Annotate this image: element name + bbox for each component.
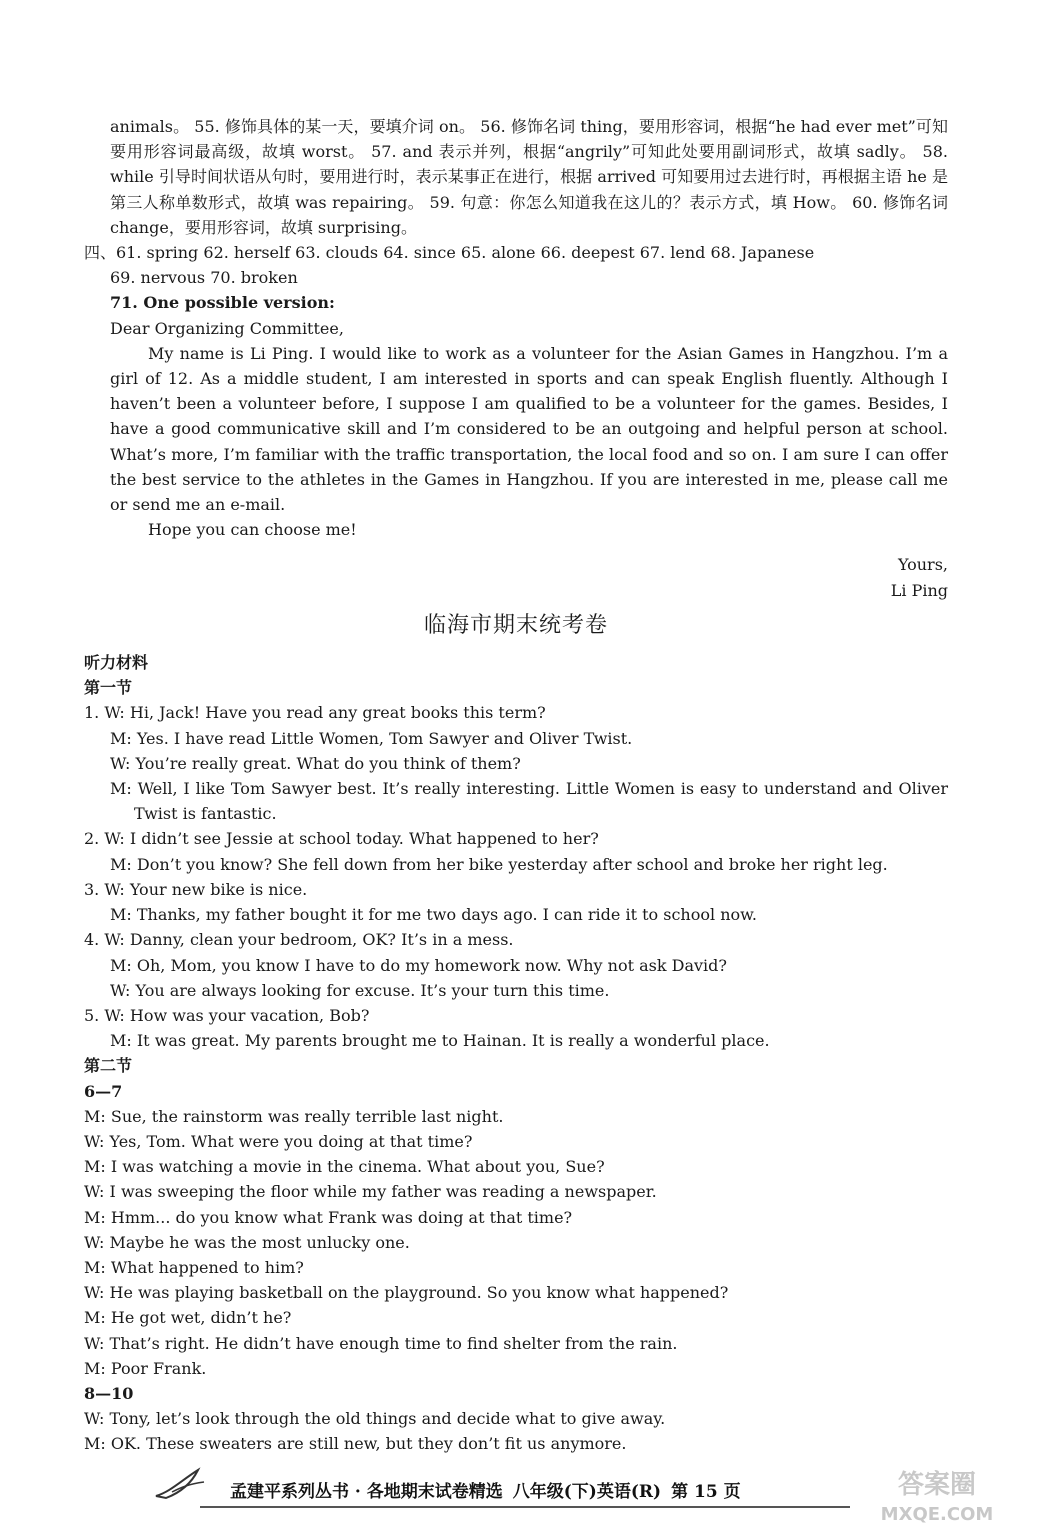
dialogue-line: W: Yes, Tom. What were you doing at that time? xyxy=(84,1131,473,1151)
letter-greeting: Dear Organizing Committee, xyxy=(110,318,344,338)
dialogue-line: M: He got wet, didn’t he? xyxy=(84,1308,292,1328)
page-footer xyxy=(160,1474,860,1504)
dialogue-line: 2. W: I didn’t see Jessie at school today. What happened to her? xyxy=(84,829,599,849)
footer-page-number: 第 15 页 xyxy=(671,1481,741,1502)
dialogue-line: W: Tony, let’s look through the old things and decide what to give away. xyxy=(84,1409,666,1429)
dialogue-line: M: Thanks, my father bought it for me two days ago. I can ride it to school now. xyxy=(110,905,758,925)
dialogue-line: M: It was great. My parents brought me to Hainan. It is really a wonderful place. xyxy=(110,1031,770,1051)
letter-signature: Li Ping xyxy=(890,580,948,600)
watermark xyxy=(862,1470,1012,1530)
letter-closing: Hope you can choose me! xyxy=(148,520,357,540)
dialogue-line: M: Sue, the rainstorm was really terrible last night. xyxy=(84,1106,504,1126)
dialogue-line: M: Yes. I have read Little Women, Tom Sawyer and Oliver Twist. xyxy=(110,728,633,748)
dialogue-line: M: Hmm... do you know what Frank was doing at that time? xyxy=(84,1207,573,1227)
q71-label: 71. One possible version: xyxy=(110,293,335,313)
dialogue-line: M: Well, I like Tom Sawyer best. It’s really interesting. Little Women is easy to understand and Oliver Twist is fantastic. xyxy=(110,779,948,824)
dialogue-line: M: I was watching a movie in the cinema. What about you, Sue? xyxy=(84,1157,605,1177)
answers-61-68: 四、61. spring 62. herself 63. clouds 64. since 65. alone 66. deepest 67. lend 68. Japanese xyxy=(84,243,815,263)
dialogue-line: 5. W: How was your vacation, Bob? xyxy=(84,1005,370,1025)
footer-series: 孟建平系列丛书 · 各地期末试卷精选 xyxy=(230,1481,503,1502)
dialogue-line: M: OK. These sweaters are still new, but they don’t fit us anymore. xyxy=(84,1434,627,1454)
letter-yours: Yours, xyxy=(897,555,948,575)
dialogue-line: W: You are always looking for excuse. It’s your turn this time. xyxy=(110,980,610,1000)
dialogue-line: 3. W: Your new bike is nice. xyxy=(84,879,308,899)
dialogue-line: W: I was sweeping the floor while my father was reading a newspaper. xyxy=(84,1182,657,1202)
dialogue-line: M: Don’t you know? She fell down from her bike yesterday after school and broke her right leg. xyxy=(110,854,888,874)
group-8-10-label: 8—10 xyxy=(84,1383,134,1403)
answers-69-70: 69. nervous 70. broken xyxy=(110,268,298,288)
letter-body: My name is Li Ping. I would like to work as a volunteer for the Asian Games in Hangzhou. I’m a girl of 12. As a middle student, I am interested in sports and can speak English fluently. Although I haven’t been a volunteer before, I suppose I am qualified to be a volunteer for the games. Besides, I have a good communicative skill and I’m considered to be an outgoing and helpful person at school. What’s more, I’m familiar with the traffic transportation, the local food and so on. I am sure I can offer the best service to the athletes in the Games in Hangzhou. If you are interested in me, please call me or send me an e-mail. xyxy=(110,343,948,515)
answer-explanations: animals。 55. 修饰具体的某一天，要填介词 on。 56. 修饰名词 thing，要用形容词，根据“he had ever met”可知要用形容词最高级，故填 worst。 57. and 表示并列，根据“angrily”可知此处要用副词形式，故填 sadly。 58. while 引导时间状语从句时，要用进行时，表示某事正在进行，根据 arrived 可知要用过去进行时，再根据主语 he 是第三人称单数形式，故填 was repairing。 59. 句意：你怎么知道我在这儿的？表示方式，填 How。 60. 修饰名词 change，要用形容词，故填 surprising。 xyxy=(110,117,948,237)
group-6-7-label: 6—7 xyxy=(84,1081,123,1101)
dialogue-line: M: Poor Frank. xyxy=(84,1358,207,1378)
watermark-line2: MXQE.COM xyxy=(880,1504,994,1525)
dialogue-line: W: Maybe he was the most unlucky one. xyxy=(84,1232,410,1252)
dialogue-line: W: You’re really great. What do you think of them? xyxy=(110,753,521,773)
dialogue-line: 4. W: Danny, clean your bedroom, OK? It’s in a mess. xyxy=(84,930,514,950)
dialogue-line: M: What happened to him? xyxy=(84,1257,304,1277)
page-content xyxy=(84,114,948,1457)
listening-heading: 听力材料 xyxy=(84,653,149,673)
watermark-line1: 答案圈 xyxy=(897,1470,976,1500)
footer-grade: 八年级(下)英语(R) xyxy=(512,1481,662,1502)
footer-divider xyxy=(200,1506,850,1508)
exam-title: 临海市期末统考卷 xyxy=(423,612,608,638)
dialogue-line: W: He was playing basketball on the playground. So you know what happened? xyxy=(84,1283,729,1303)
dialogue-line: W: That’s right. He didn’t have enough time to find shelter from the rain. xyxy=(84,1333,678,1353)
dialogue-line: 1. W: Hi, Jack! Have you read any great books this term? xyxy=(84,703,546,723)
section-1-label: 第一节 xyxy=(84,678,133,698)
dialogue-line: M: Oh, Mom, you know I have to do my homework now. Why not ask David? xyxy=(110,955,727,975)
section-2-label: 第二节 xyxy=(84,1056,133,1076)
